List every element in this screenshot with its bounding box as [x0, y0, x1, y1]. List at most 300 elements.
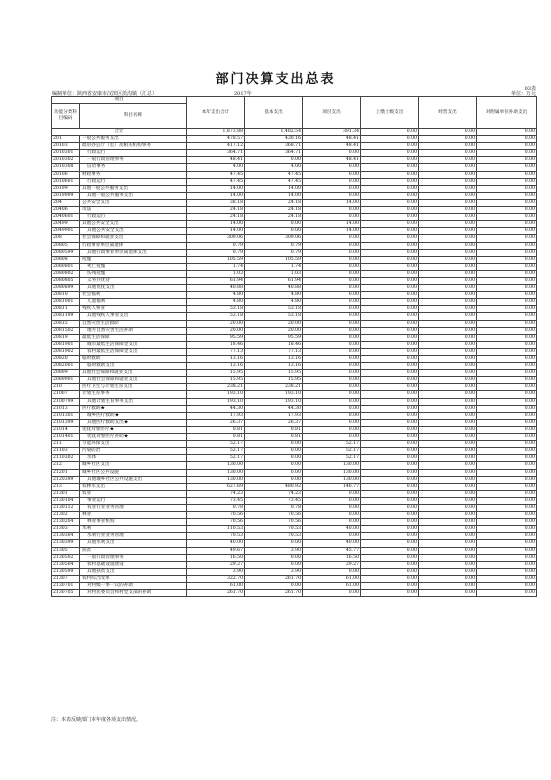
amount-cell: 238.21 [187, 384, 245, 391]
amount-cell: 130.00 [187, 476, 245, 483]
subject-name: 其他计划生育事务支出 [80, 398, 187, 405]
subject-code: 2080805 [52, 277, 80, 284]
amount-cell: 0.00 [303, 306, 361, 313]
amount-cell: 0.00 [419, 341, 477, 348]
amount-cell: 0.00 [361, 150, 419, 157]
header-project: 项目 [52, 97, 187, 104]
amount-cell: 0.00 [419, 526, 477, 533]
subject-name: 一般行政管理事务 [80, 157, 187, 164]
amount-cell: 0.00 [419, 455, 477, 462]
table-row [52, 228, 537, 235]
subject-name: 死亡抚恤 [80, 263, 187, 270]
amount-cell: 38.18 [187, 199, 245, 206]
subject-code: 2130701 [52, 583, 80, 590]
subject-name: 信访事务 [80, 164, 187, 171]
subject-name: 社会保障和就业支出 [80, 235, 187, 242]
subject-name: 其他扶贫支出 [80, 568, 187, 575]
amount-cell: 0.00 [419, 575, 477, 582]
subject-code: 21303 [52, 526, 80, 533]
amount-cell: 53.18 [245, 313, 303, 320]
amount-cell: 0.00 [303, 384, 361, 391]
table-row [52, 313, 537, 320]
amount-cell: 0.00 [477, 441, 537, 448]
amount-cell: 0.00 [477, 263, 537, 270]
amount-cell: 0.00 [361, 228, 419, 235]
subject-name: 公共安全支出 [80, 199, 187, 206]
amount-cell: 0.00 [477, 299, 537, 306]
subject-code: 20811 [52, 306, 80, 313]
header-project-expenditure: 项目支出 [303, 97, 361, 129]
compiling-unit: 编制单位：陕西省安康市汉滨区茨沟镇（汇总） [52, 91, 158, 97]
subject-name: 计划生育事务 [80, 391, 187, 398]
amount-cell: 368.71 [245, 143, 303, 150]
header-code: 功能分类科目编码 [52, 104, 80, 129]
table-row [52, 568, 537, 575]
amount-cell: 0.00 [477, 221, 537, 228]
amount-cell: 0.00 [419, 363, 477, 370]
amount-cell: 0.00 [477, 256, 537, 263]
amount-cell: 0.00 [361, 299, 419, 306]
table-row [52, 185, 537, 192]
amount-cell: 0.00 [361, 504, 419, 511]
table-row [52, 405, 537, 412]
subject-code: 20899 [52, 370, 80, 377]
amount-cell: 0.00 [419, 285, 477, 292]
amount-cell: 0.00 [303, 377, 361, 384]
amount-cell: 0.00 [361, 292, 419, 299]
amount-cell: 48.41 [303, 157, 361, 164]
amount-cell: 0.00 [361, 256, 419, 263]
subject-name: 最低生活保障 [80, 334, 187, 341]
subject-name: 其他水利支出 [80, 540, 187, 547]
amount-cell: 0.00 [303, 185, 361, 192]
table-row [52, 575, 537, 582]
subject-code: 20499 [52, 221, 80, 228]
subject-name: 节能环保支出 [80, 441, 187, 448]
amount-cell: 0.79 [245, 249, 303, 256]
table-row [52, 306, 537, 313]
subject-name: 临时救助支出 [80, 363, 187, 370]
subject-name: 行政运行 [80, 214, 187, 221]
table-row [52, 462, 537, 469]
amount-cell: 0.00 [477, 207, 537, 214]
amount-cell: 0.78 [187, 504, 245, 511]
amount-cell: 0.00 [477, 504, 537, 511]
amount-cell: 0.00 [477, 214, 537, 221]
amount-cell: 0.00 [361, 277, 419, 284]
amount-cell: 0.00 [419, 540, 477, 547]
amount-cell: 261.70 [187, 590, 245, 597]
amount-cell: 0.00 [303, 150, 361, 157]
amount-cell: 0.00 [303, 370, 361, 377]
amount-cell: 70.56 [245, 519, 303, 526]
header-total-expenditure: 本年支出合计 [187, 97, 245, 129]
footnote: 注：本表反映部门本年度各项支出情况。 [51, 717, 142, 723]
amount-cell: 0.79 [187, 242, 245, 249]
table-row [52, 384, 537, 391]
amount-cell: 0.81 [245, 426, 303, 433]
table-row [52, 256, 537, 263]
amount-cell: 0.00 [361, 136, 419, 143]
table-row [52, 235, 537, 242]
amount-cell: 193.10 [187, 391, 245, 398]
amount-cell: 52.17 [303, 441, 361, 448]
table-row [52, 490, 537, 497]
amount-cell: 52.17 [303, 448, 361, 455]
amount-cell: 130.00 [187, 469, 245, 476]
amount-cell: 0.00 [303, 235, 361, 242]
amount-cell: 0.00 [477, 136, 537, 143]
amount-cell: 0.00 [361, 221, 419, 228]
amount-cell: 0.00 [477, 270, 537, 277]
subject-code: 2019999 [52, 192, 80, 199]
amount-cell: 0.00 [419, 313, 477, 320]
amount-cell: 0.00 [361, 497, 419, 504]
amount-cell: 47.45 [187, 171, 245, 178]
amount-cell: 0.00 [477, 483, 537, 490]
subject-code: 20199 [52, 185, 80, 192]
header-name: 科目名称 [80, 104, 187, 129]
subject-code: 2101401 [52, 434, 80, 441]
amount-cell: 0.00 [477, 540, 537, 547]
subject-name: 农村最低生活保障金支出 [80, 348, 187, 355]
table-row [52, 512, 537, 519]
subject-code: 20103 [52, 143, 80, 150]
amount-cell: 0.00 [361, 171, 419, 178]
amount-cell: 4.00 [245, 164, 303, 171]
amount-cell: 193.10 [187, 398, 245, 405]
amount-cell: 0.00 [361, 476, 419, 483]
amount-cell: 20.00 [245, 320, 303, 327]
amount-cell: 0.00 [361, 568, 419, 575]
subject-name: 其他残疾人事业支出 [80, 313, 187, 320]
amount-cell: 95.59 [187, 334, 245, 341]
table-row [52, 285, 537, 292]
subject-code: 210 [52, 384, 80, 391]
table-row [52, 469, 537, 476]
amount-cell: 14.00 [303, 221, 361, 228]
subject-name: 对村级一事一议的补助 [80, 583, 187, 590]
amount-cell: 0.00 [361, 348, 419, 355]
subject-name: 义务兵优待 [80, 277, 187, 284]
amount-cell: 0.00 [419, 583, 477, 590]
amount-cell: 261.70 [245, 575, 303, 582]
amount-cell: 0.00 [361, 334, 419, 341]
amount-cell: 47.45 [245, 178, 303, 185]
table-row [52, 412, 537, 419]
table-row [52, 348, 537, 355]
header-subsidy-expenditure: 对附属单位补助支出 [477, 97, 537, 129]
subject-code: 20819 [52, 334, 80, 341]
amount-cell: 0.00 [361, 483, 419, 490]
amount-cell: 0.00 [245, 469, 303, 476]
amount-cell: 0.00 [477, 426, 537, 433]
amount-cell: 0.00 [477, 157, 537, 164]
total-value: 1,482.54 [245, 129, 303, 136]
amount-cell: 53.18 [245, 306, 303, 313]
amount-cell: 627.69 [187, 483, 245, 490]
amount-cell: 0.00 [245, 455, 303, 462]
amount-cell: 0.00 [419, 228, 477, 235]
form-number: 03表 [524, 86, 536, 92]
subject-name: 城乡社区支出 [80, 462, 187, 469]
amount-cell: 0.00 [361, 327, 419, 334]
amount-cell: 48.41 [303, 143, 361, 150]
amount-cell: 0.00 [361, 547, 419, 554]
amount-cell: 0.00 [419, 441, 477, 448]
subject-code: 21305 [52, 547, 80, 554]
amount-cell: 0.00 [419, 448, 477, 455]
subject-code: 2080899 [52, 285, 80, 292]
amount-cell: 0.00 [477, 185, 537, 192]
amount-cell: 0.00 [361, 199, 419, 206]
subject-code: 2080599 [52, 249, 80, 256]
amount-cell: 61.94 [245, 277, 303, 284]
subject-name: 政府办公厅（室）及相关机构事务 [80, 143, 187, 150]
amount-cell: 0.00 [477, 377, 537, 384]
amount-cell: 0.00 [419, 256, 477, 263]
amount-cell: 0.00 [477, 171, 537, 178]
subject-code: 2081001 [52, 299, 80, 306]
subject-code: 20808 [52, 256, 80, 263]
amount-cell: 0.00 [419, 533, 477, 540]
amount-cell: 0.00 [477, 547, 537, 554]
subject-code: 2081902 [52, 348, 80, 355]
amount-cell: 14.00 [245, 192, 303, 199]
amount-cell: 0.00 [419, 554, 477, 561]
amount-cell: 0.00 [419, 150, 477, 157]
amount-cell: 0.00 [361, 285, 419, 292]
amount-cell: 0.00 [419, 561, 477, 568]
table-row [52, 270, 537, 277]
amount-cell: 261.70 [245, 590, 303, 597]
amount-cell: 0.00 [361, 214, 419, 221]
subject-code: 2130399 [52, 540, 80, 547]
amount-cell: 0.00 [303, 519, 361, 526]
amount-cell: 53.18 [187, 306, 245, 313]
amount-cell: 20.00 [245, 327, 303, 334]
total-label: 合计 [52, 129, 187, 136]
subject-name: 农村基础设施建设 [80, 561, 187, 568]
amount-cell: 40.88 [245, 285, 303, 292]
subject-code: 2110302 [52, 455, 80, 462]
amount-cell: 193.10 [245, 398, 303, 405]
amount-cell: 0.00 [419, 292, 477, 299]
table-row [52, 526, 537, 533]
amount-cell: 17.93 [245, 412, 303, 419]
amount-cell: 0.00 [303, 292, 361, 299]
subject-name: 对村民委员会和村党支部的补助 [80, 590, 187, 597]
amount-cell: 77.13 [245, 348, 303, 355]
amount-cell: 0.00 [303, 434, 361, 441]
subject-name: 其他公共安全支出 [80, 228, 187, 235]
amount-cell: 0.00 [361, 341, 419, 348]
subject-code: 20406 [52, 207, 80, 214]
amount-cell: 0.00 [303, 398, 361, 405]
amount-cell: 3.90 [245, 568, 303, 575]
subject-name: 优抚对象医疗★ [80, 426, 187, 433]
amount-cell: 0.00 [303, 512, 361, 519]
subject-code: 20810 [52, 292, 80, 299]
amount-cell: 0.00 [419, 405, 477, 412]
amount-cell: 1.74 [187, 263, 245, 270]
amount-cell: 0.00 [477, 285, 537, 292]
amount-cell: 0.00 [361, 270, 419, 277]
amount-cell: 0.00 [361, 526, 419, 533]
subject-name: 其他社会保障和就业支出 [80, 377, 187, 384]
amount-cell: 14.00 [187, 228, 245, 235]
amount-cell: 0.00 [361, 462, 419, 469]
subject-code: 2101301 [52, 412, 80, 419]
amount-cell: 0.00 [361, 164, 419, 171]
amount-cell: 0.00 [245, 157, 303, 164]
amount-cell: 0.00 [361, 377, 419, 384]
amount-cell: 0.00 [361, 398, 419, 405]
amount-cell: 0.00 [477, 583, 537, 590]
amount-cell: 0.00 [361, 405, 419, 412]
subject-name: 农业行业业务管理 [80, 504, 187, 511]
amount-cell: 0.00 [477, 526, 537, 533]
amount-cell: 0.00 [361, 441, 419, 448]
amount-cell: 130.00 [303, 462, 361, 469]
amount-cell: 0.00 [477, 434, 537, 441]
table-row [52, 356, 537, 363]
amount-cell: 146.77 [303, 483, 361, 490]
table-row [52, 434, 537, 441]
subject-code: 2100799 [52, 398, 80, 405]
amount-cell: 0.00 [361, 448, 419, 455]
amount-cell: 0.00 [361, 533, 419, 540]
total-value: 0.00 [419, 129, 477, 136]
amount-cell: 0.81 [245, 434, 303, 441]
table-row [52, 540, 537, 547]
amount-cell: 44.30 [187, 405, 245, 412]
table-row [52, 441, 537, 448]
amount-cell: 4.80 [245, 292, 303, 299]
amount-cell: 0.00 [419, 263, 477, 270]
amount-cell: 0.00 [419, 547, 477, 554]
amount-cell: 0.00 [419, 221, 477, 228]
amount-cell: 0.00 [303, 334, 361, 341]
table-row [52, 590, 537, 597]
subject-code: 2010302 [52, 157, 80, 164]
page-title: 部门决算支出总表 [215, 72, 336, 87]
amount-cell: 0.00 [477, 568, 537, 575]
amount-cell: 0.00 [361, 207, 419, 214]
subject-code: 2049901 [52, 228, 80, 235]
amount-cell: 0.00 [303, 490, 361, 497]
amount-cell: 0.00 [477, 150, 537, 157]
subject-name: 司法 [80, 207, 187, 214]
amount-cell: 0.00 [303, 207, 361, 214]
table-row [52, 292, 537, 299]
amount-cell: 24.18 [245, 199, 303, 206]
subject-name: 行政事业单位离退休 [80, 242, 187, 249]
table-row [52, 277, 537, 284]
subject-code: 213 [52, 483, 80, 490]
amount-cell: 0.00 [419, 391, 477, 398]
amount-cell: 0.00 [245, 441, 303, 448]
subject-name: 医疗卫生与计划生育支出 [80, 384, 187, 391]
amount-cell: 47.45 [245, 171, 303, 178]
subject-code: 2080802 [52, 270, 80, 277]
table-row [52, 455, 537, 462]
money-unit: 单位：万元 [510, 91, 536, 97]
table-row [52, 207, 537, 214]
amount-cell: 15.95 [245, 370, 303, 377]
amount-cell: 130.00 [303, 476, 361, 483]
amount-cell: 0.00 [477, 242, 537, 249]
table-row [52, 561, 537, 568]
total-value: 0.00 [477, 129, 537, 136]
amount-cell: 0.00 [419, 171, 477, 178]
amount-cell: 15.95 [187, 377, 245, 384]
amount-cell: 0.00 [477, 249, 537, 256]
amount-cell: 4.80 [187, 299, 245, 306]
subject-name: 医疗救助★ [80, 405, 187, 412]
amount-cell: 52.17 [303, 455, 361, 462]
table-row [52, 426, 537, 433]
amount-cell: 61.00 [303, 575, 361, 582]
subject-name: 农林水支出 [80, 483, 187, 490]
subject-name: 财政事务 [80, 171, 187, 178]
amount-cell: 105.59 [187, 256, 245, 263]
amount-cell: 193.10 [245, 391, 303, 398]
amount-cell: 0.00 [303, 299, 361, 306]
subject-code: 2081199 [52, 313, 80, 320]
amount-cell: 24.18 [187, 207, 245, 214]
table-row [52, 157, 537, 164]
amount-cell: 0.00 [245, 583, 303, 590]
amount-cell: 0.00 [419, 207, 477, 214]
amount-cell: 0.00 [303, 341, 361, 348]
amount-cell: 0.00 [361, 554, 419, 561]
subject-code: 2081502 [52, 327, 80, 334]
total-value: 0.00 [361, 129, 419, 136]
subject-name: 优抚对象医疗补助★ [80, 434, 187, 441]
amount-cell: 0.00 [477, 590, 537, 597]
subject-name: 儿童福利 [80, 299, 187, 306]
amount-cell: 0.00 [419, 356, 477, 363]
subject-name: 其他一般公共服务支出 [80, 185, 187, 192]
amount-cell: 0.00 [419, 327, 477, 334]
subject-name: 林业事业机构 [80, 519, 187, 526]
amount-cell: 14.00 [187, 185, 245, 192]
amount-cell: 13.16 [245, 363, 303, 370]
subject-name: 其他行政事业单位离退休支出 [80, 249, 187, 256]
subject-name: 农业 [80, 490, 187, 497]
amount-cell: 0.00 [477, 277, 537, 284]
subject-code: 212 [52, 462, 80, 469]
amount-cell: 0.00 [361, 590, 419, 597]
subject-code: 21007 [52, 391, 80, 398]
table-row [52, 221, 537, 228]
amount-cell: 1.03 [187, 270, 245, 277]
amount-cell: 0.00 [245, 221, 303, 228]
subject-code: 21301 [52, 490, 80, 497]
amount-cell: 0.00 [361, 575, 419, 582]
amount-cell: 480.92 [245, 483, 303, 490]
amount-cell: 0.00 [361, 519, 419, 526]
amount-cell: 0.00 [419, 270, 477, 277]
amount-cell: 48.41 [187, 157, 245, 164]
amount-cell: 29.27 [187, 561, 245, 568]
amount-cell: 0.00 [419, 277, 477, 284]
amount-cell: 16.50 [187, 554, 245, 561]
amount-cell: 0.00 [303, 504, 361, 511]
subject-code: 2130599 [52, 568, 80, 575]
table-row [52, 320, 537, 327]
